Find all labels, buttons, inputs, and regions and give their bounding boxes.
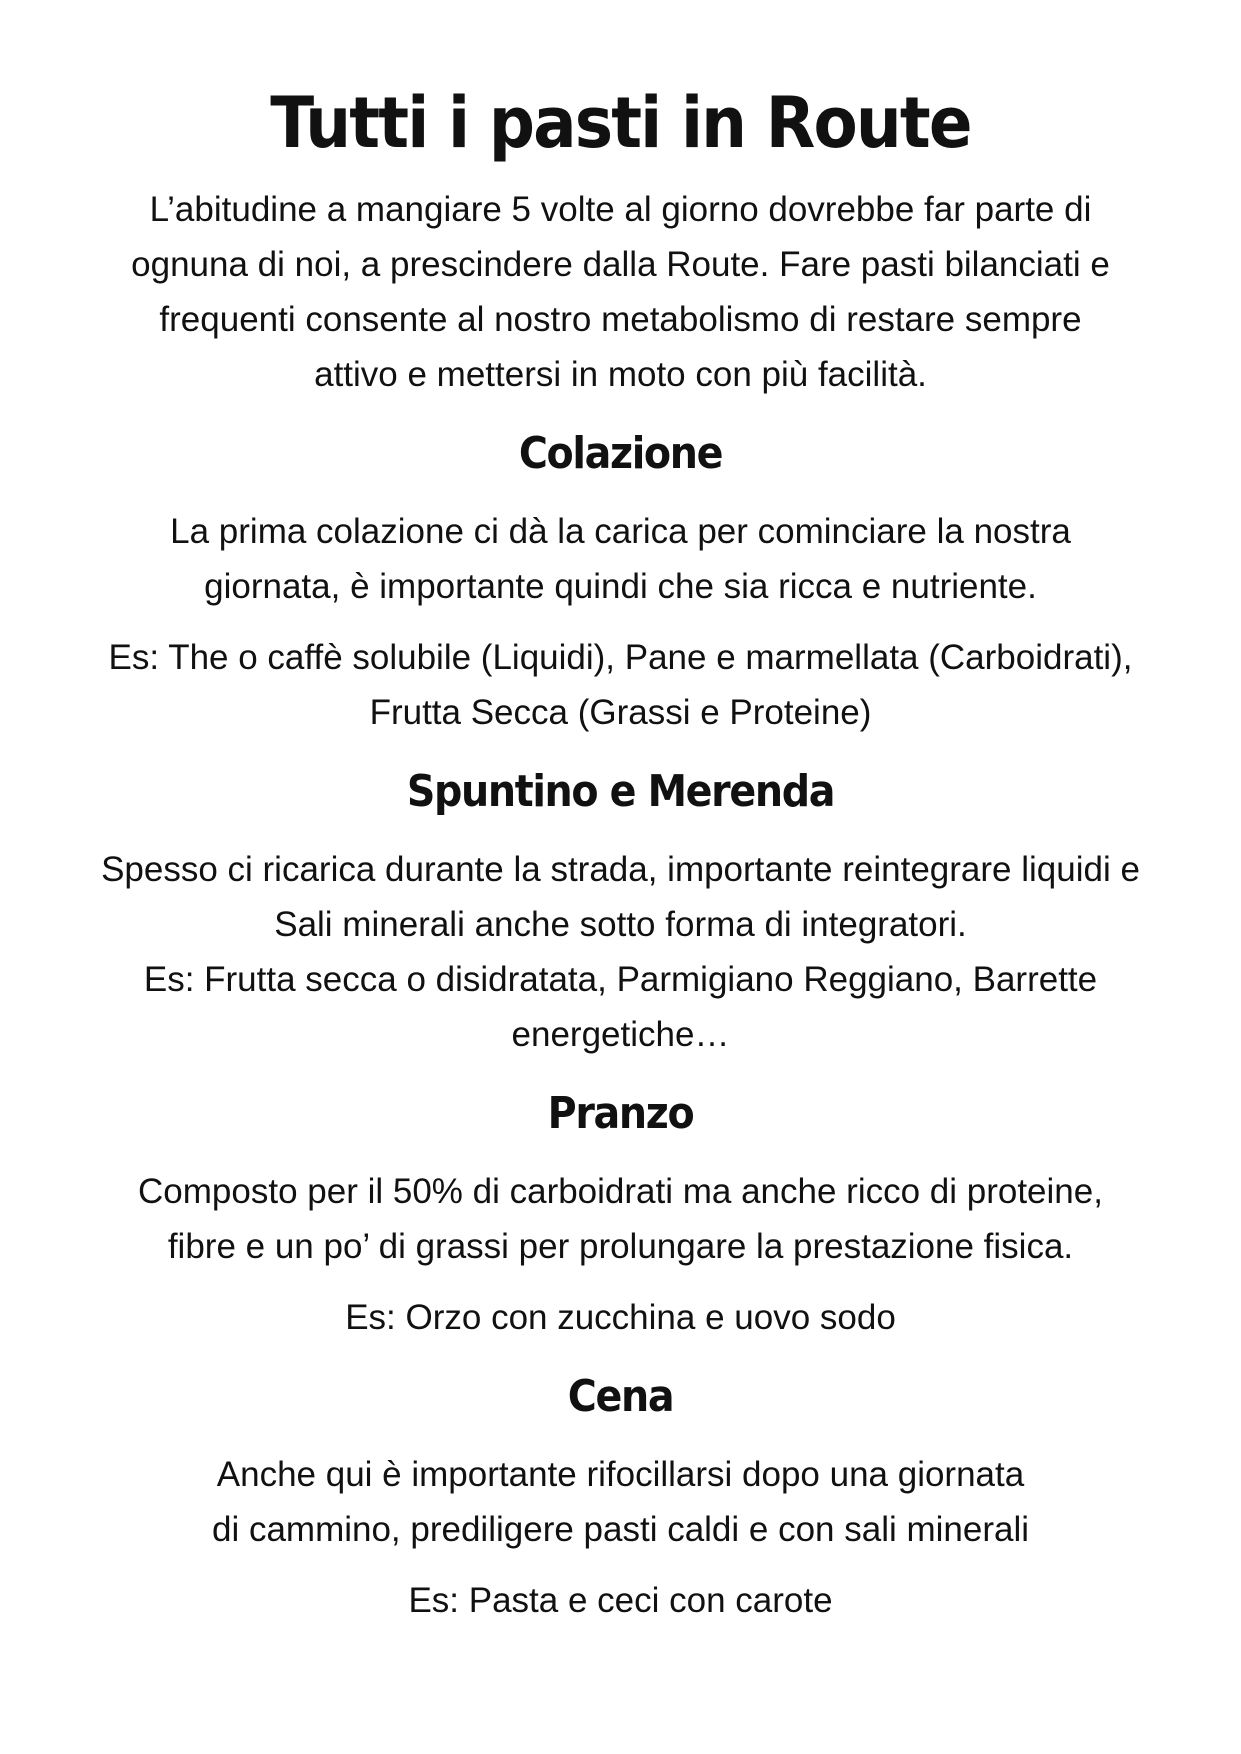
section-description: Spesso ci ricarica durante la strada, importante reintegrare liquidi e Sali minerali anche sotto forma di integratori. bbox=[101, 850, 1140, 944]
section-example: Es: Orzo con zucchina e uovo sodo bbox=[345, 1298, 896, 1337]
section-example: Es: The o caffè solubile (Liquidi), Pane e marmellata (Carboidrati), Frutta Secca (Grassi e Proteine) bbox=[108, 638, 1133, 732]
intro-paragraph: L’abitudine a mangiare 5 volte al giorno dovrebbe far parte di ognuna di noi, a prescindere dalla Route. Fare pasti bilanciati e frequenti consente al nostro metabolismo di restare sempre attivo e mettersi in moto con più facilità. bbox=[131, 190, 1110, 394]
page-title: Tutti i pasti in Route bbox=[270, 82, 971, 164]
section-heading: Pranzo bbox=[547, 1088, 694, 1139]
section-description: Composto per il 50% di carboidrati ma anche ricco di proteine, fibre e un po’ di grassi per prolungare la prestazione fisica. bbox=[138, 1172, 1103, 1266]
section-example: Es: Pasta e ceci con carote bbox=[408, 1581, 833, 1620]
section-heading: Colazione bbox=[518, 428, 723, 479]
section-description: Anche qui è importante rifocillarsi dopo una giornata di cammino, prediligere pasti caldi e con sali minerali bbox=[211, 1455, 1030, 1549]
section-colazione bbox=[60, 424, 1181, 740]
section-cena bbox=[60, 1367, 1181, 1628]
section-pranzo bbox=[60, 1084, 1181, 1345]
section-heading: Cena bbox=[567, 1371, 674, 1422]
section-example: Es: Frutta secca o disidratata, Parmigiano Reggiano, Barrette energetiche… bbox=[143, 960, 1098, 1054]
section-description: La prima colazione ci dà la carica per cominciare la nostra giornata, è importante quindi che sia ricca e nutriente. bbox=[170, 512, 1071, 606]
section-spuntino-e-merenda bbox=[60, 762, 1181, 1062]
section-heading: Spuntino e Merenda bbox=[406, 766, 835, 817]
